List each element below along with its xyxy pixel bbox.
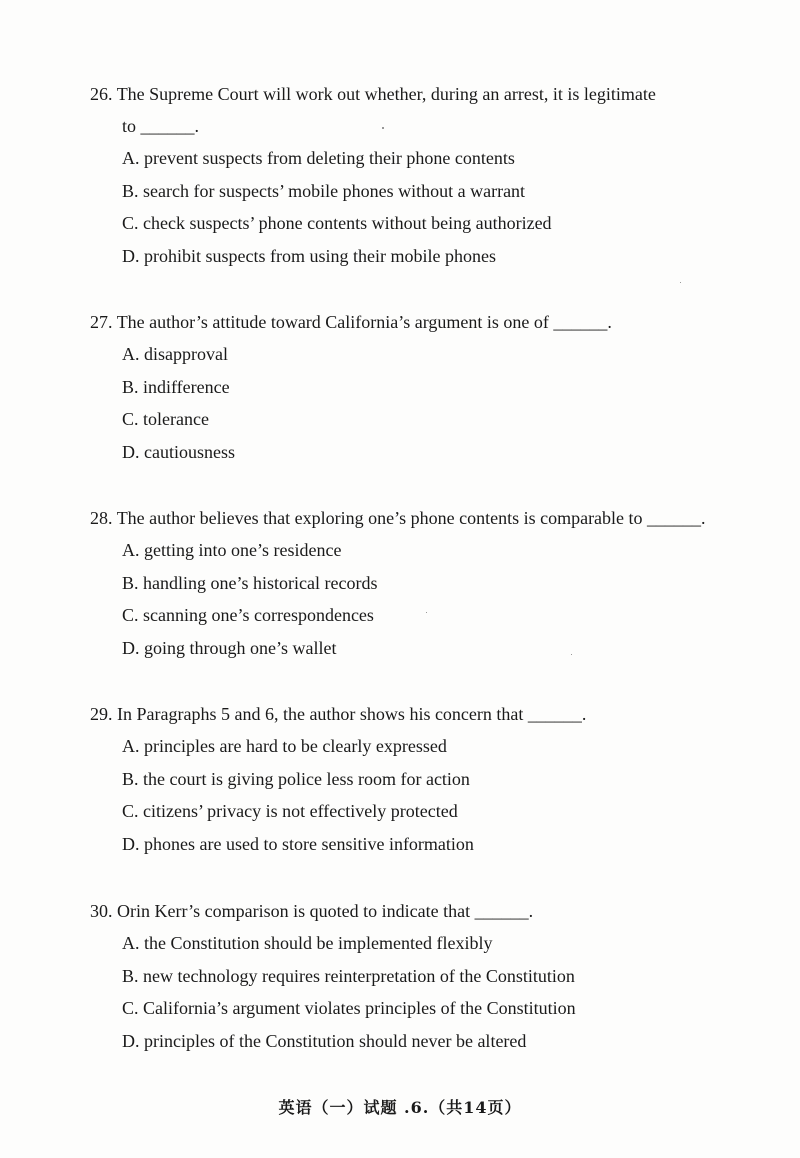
option-b: B. handling one’s historical records bbox=[122, 572, 378, 593]
question-text: The author’s attitude toward California’s argument is one of ______. bbox=[116, 312, 612, 332]
question-26 bbox=[90, 78, 750, 272]
option-c: C. check suspects’ phone contents without being authorized bbox=[122, 213, 552, 234]
question-text: Orin Kerr’s comparison is quoted to indicate that ______. bbox=[117, 901, 534, 921]
option-b: B. the court is giving police less room for action bbox=[122, 768, 470, 789]
option-d: D. cautiousness bbox=[122, 441, 235, 462]
question-stem bbox=[90, 698, 750, 730]
option-list bbox=[90, 534, 750, 664]
question-text: The author believes that exploring one’s phone contents is comparable to ______. bbox=[116, 508, 706, 528]
option-a: A. getting into one’s residence bbox=[122, 540, 342, 560]
option-c: C. citizens’ privacy is not effectively protected bbox=[122, 801, 458, 822]
question-number: 30. bbox=[90, 901, 113, 921]
option-b: B. search for suspects’ mobile phones without a warrant bbox=[122, 180, 526, 201]
option-a: A. prevent suspects from deleting their phone contents bbox=[122, 148, 515, 168]
page-footer: 英语（一）试题 .6.（共14页） bbox=[278, 1098, 522, 1117]
question-28 bbox=[90, 502, 750, 664]
question-number: 26. bbox=[90, 84, 113, 104]
option-c: C. scanning one’s correspondences bbox=[122, 605, 374, 626]
option-a: A. disapproval bbox=[122, 344, 228, 364]
option-d: D. principles of the Constitution should never be altered bbox=[122, 1030, 527, 1051]
option-b: B. new technology requires reinterpretation of the Constitution bbox=[122, 965, 575, 986]
option-list bbox=[90, 730, 750, 860]
scan-speck bbox=[382, 127, 384, 129]
option-c: C. tolerance bbox=[122, 409, 209, 430]
question-number: 28. bbox=[90, 508, 113, 528]
question-29 bbox=[90, 698, 750, 860]
option-d: D. prohibit suspects from using their mobile phones bbox=[122, 245, 496, 266]
question-stem bbox=[90, 306, 750, 338]
option-d: D. phones are used to store sensitive information bbox=[122, 833, 474, 854]
option-a: A. the Constitution should be implemented flexibly bbox=[122, 933, 493, 953]
scan-speck bbox=[680, 282, 681, 283]
question-30 bbox=[90, 895, 750, 1057]
option-d: D. going through one’s wallet bbox=[122, 637, 337, 658]
question-stem-continuation: to ______. bbox=[122, 116, 200, 136]
question-stem bbox=[90, 502, 750, 534]
option-list bbox=[90, 338, 750, 468]
question-number: 29. bbox=[90, 704, 113, 724]
question-number: 27. bbox=[90, 312, 113, 332]
option-list bbox=[90, 927, 750, 1057]
option-list bbox=[90, 142, 750, 272]
option-a: A. principles are hard to be clearly expressed bbox=[122, 736, 447, 756]
scan-speck bbox=[571, 654, 572, 655]
scan-speck bbox=[426, 612, 427, 613]
question-27 bbox=[90, 306, 750, 468]
option-b: B. indifference bbox=[122, 376, 230, 397]
question-text: In Paragraphs 5 and 6, the author shows his concern that ______. bbox=[117, 704, 587, 724]
question-text: The Supreme Court will work out whether, during an arrest, it is legitimate bbox=[116, 84, 656, 104]
option-c: C. California’s argument violates principles of the Constitution bbox=[122, 998, 576, 1019]
question-stem bbox=[90, 78, 750, 110]
question-stem bbox=[90, 895, 750, 927]
